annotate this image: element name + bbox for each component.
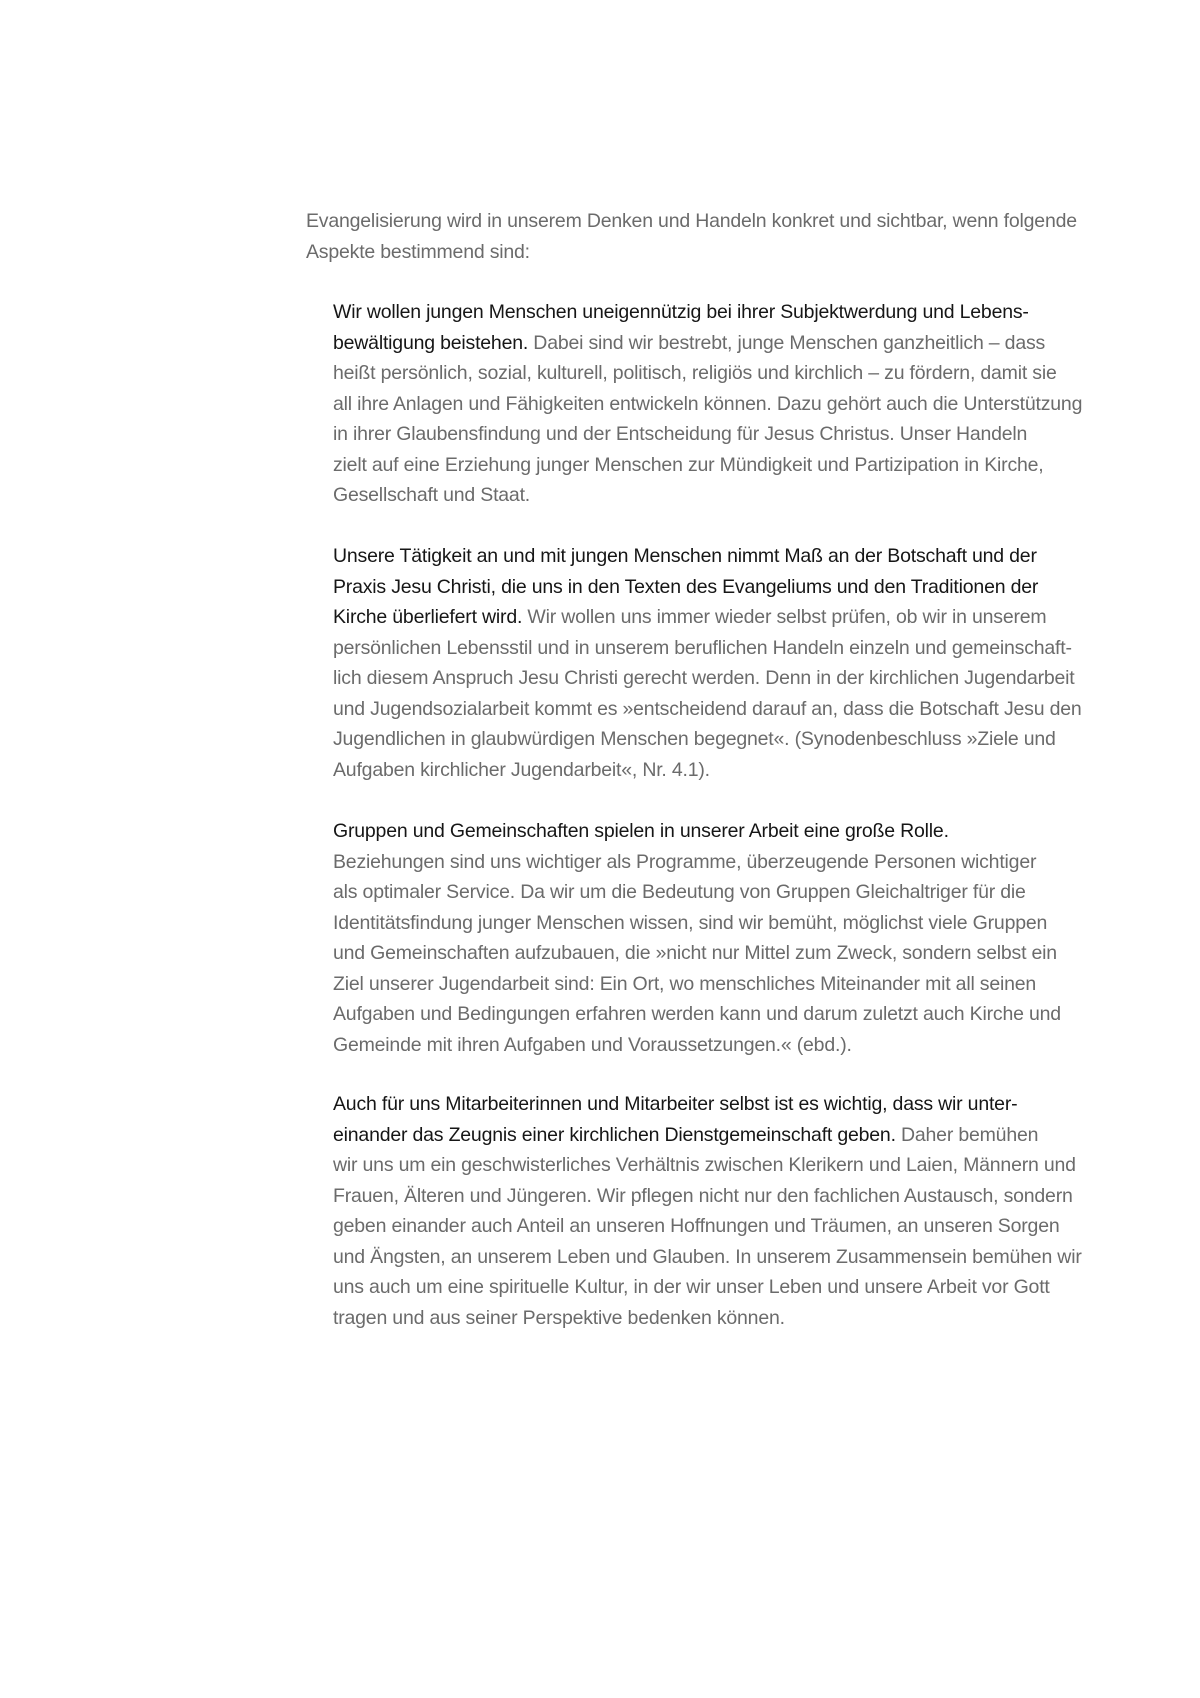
body-text: Jugendlichen in glaubwürdigen Menschen begegnet«. (Synodenbeschluss »Ziele und <box>333 728 1056 750</box>
body-text: tragen und aus seiner Perspektive bedenken können. <box>333 1306 785 1329</box>
paragraph-line <box>333 1120 1082 1151</box>
body-text: Frauen, Älteren und Jüngeren. Wir pflegen nicht nur den fachlichen Austausch, sondern <box>333 1184 1073 1207</box>
body-text: zielt auf eine Erziehung junger Menschen zur Mündigkeit und Partizipation in Kirche, <box>333 453 1044 476</box>
lead-text: einander das Zeugnis einer kirchlichen Dienstgemeinschaft geben. <box>333 1123 896 1146</box>
paragraph-line <box>333 1150 1082 1181</box>
paragraph-line <box>333 1272 1082 1303</box>
body-text: geben einander auch Anteil an unseren Hoffnungen und Träumen, an unseren Sorgen <box>333 1215 1060 1237</box>
paragraph-line <box>333 755 1082 786</box>
paragraph-line <box>333 480 1082 511</box>
body-text: heißt persönlich, sozial, kulturell, politisch, religiös und kirchlich – zu fördern, damit sie <box>333 362 1057 384</box>
intro-paragraph <box>306 206 1077 267</box>
intro-line: Aspekte bestimmend sind: <box>306 240 530 263</box>
body-text: wir uns um ein geschwisterliches Verhältnis zwischen Klerikern und Laien, Männern und <box>333 1154 1076 1176</box>
paragraph-line <box>333 694 1082 725</box>
paragraph-line <box>333 999 1061 1030</box>
paragraph-line <box>333 724 1082 755</box>
body-text: Aufgaben und Bedingungen erfahren werden kann und darum zuletzt auch Kirche und <box>333 1003 1061 1025</box>
paragraph-line <box>333 602 1082 633</box>
body-text: Wir wollen uns immer wieder selbst prüfen, ob wir in unserem <box>522 606 1047 628</box>
body-text: Gemeinde mit ihren Aufgaben und Voraussetzungen.« (ebd.). <box>333 1033 852 1056</box>
body-text: und Jugendsozialarbeit kommt es »entscheidend darauf an, dass die Botschaft Jesu den <box>333 697 1082 720</box>
paragraph-line <box>333 541 1082 572</box>
body-text: Gesellschaft und Staat. <box>333 484 531 506</box>
paragraph-line <box>333 1211 1082 1242</box>
body-text: all ihre Anlagen und Fähigkeiten entwickeln können. Dazu gehört auch die Unterstützung <box>333 392 1083 415</box>
paragraph-line <box>333 328 1082 359</box>
body-text: Identitätsfindung junger Menschen wissen, sind wir bemüht, möglichst viele Gruppen <box>333 911 1048 934</box>
lead-text: Auch für uns Mitarbeiterinnen und Mitarbeiter selbst ist es wichtig, dass wir unter- <box>333 1093 1018 1115</box>
lead-text: Gruppen und Gemeinschaften spielen in unserer Arbeit eine große Rolle. <box>333 820 949 842</box>
paragraph-line <box>333 1181 1082 1212</box>
paragraph-line <box>333 572 1082 603</box>
body-text: persönlichen Lebensstil und in unserem beruflichen Handeln einzeln und gemeinschaft- <box>333 636 1072 659</box>
paragraph-line <box>333 1030 1061 1061</box>
intro-line: Evangelisierung wird in unserem Denken und Handeln konkret und sichtbar, wenn folgende <box>306 210 1077 232</box>
paragraph-line <box>333 1089 1082 1120</box>
paragraph-line <box>333 358 1082 389</box>
body-text: Aufgaben kirchlicher Jugendarbeit«, Nr. 4.1). <box>333 758 710 781</box>
lead-text: Kirche überliefert wird. <box>333 606 523 628</box>
body-text: lich diesem Anspruch Jesu Christi gerecht werden. Denn in der kirchlichen Jugendarbeit <box>333 667 1075 689</box>
paragraph-line <box>333 450 1082 481</box>
paragraph-line <box>333 938 1061 969</box>
paragraph-line <box>333 847 1061 878</box>
paragraph-line <box>333 633 1082 664</box>
paragraph-groups <box>333 816 1061 1060</box>
paragraph-development <box>333 297 1082 511</box>
paragraph-line <box>333 663 1082 694</box>
paragraph-line <box>333 297 1082 328</box>
paragraph-line <box>333 877 1061 908</box>
body-text: Beziehungen sind uns wichtiger als Programme, überzeugende Personen wichtiger <box>333 850 1037 873</box>
paragraph-line <box>333 1303 1082 1334</box>
body-text: Ziel unserer Jugendarbeit sind: Ein Ort, wo menschliches Miteinander mit all seinen <box>333 972 1037 995</box>
paragraph-line <box>333 419 1082 450</box>
body-text: in ihrer Glaubensfindung und der Entscheidung für Jesus Christus. Unser Handeln <box>333 423 1028 445</box>
body-text: Dabei sind wir bestrebt, junge Menschen ganzheitlich – dass <box>528 331 1046 354</box>
paragraph-line <box>333 389 1082 420</box>
body-text: uns auch um eine spirituelle Kultur, in der wir unser Leben und unsere Arbeit vor Gott <box>333 1276 1050 1298</box>
body-text: Daher bemühen <box>895 1123 1039 1146</box>
paragraph-line <box>333 816 1061 847</box>
lead-text: Wir wollen jungen Menschen uneigennützig bei ihrer Subjektwerdung und Lebens- <box>333 301 1029 323</box>
lead-text: bewältigung beistehen. <box>333 331 529 354</box>
paragraph-staff <box>333 1089 1082 1333</box>
paragraph-line <box>333 908 1061 939</box>
lead-text: Unsere Tätigkeit an und mit jungen Menschen nimmt Maß an der Botschaft und der <box>333 545 1037 567</box>
lead-text: Praxis Jesu Christi, die uns in den Texten des Evangeliums und den Traditionen der <box>333 575 1039 598</box>
paragraph-line <box>333 969 1061 1000</box>
paragraph-gospel <box>333 541 1082 785</box>
body-text: und Gemeinschaften aufzubauen, die »nicht nur Mittel zum Zweck, sondern selbst ein <box>333 942 1057 964</box>
paragraph-line <box>333 1242 1082 1273</box>
body-text: und Ängsten, an unserem Leben und Glauben. In unserem Zusammensein bemühen wir <box>333 1245 1082 1268</box>
body-text: als optimaler Service. Da wir um die Bedeutung von Gruppen Gleichaltriger für die <box>333 881 1026 903</box>
